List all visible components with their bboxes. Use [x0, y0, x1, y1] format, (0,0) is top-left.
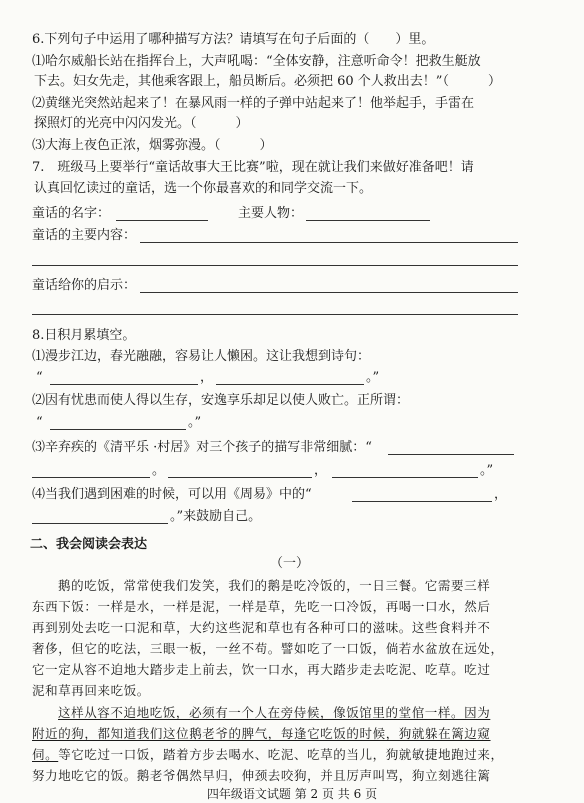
- q8-item4-end: 。”来鼓励自己。: [170, 509, 262, 524]
- q8-item3-blank-3[interactable]: [168, 477, 312, 478]
- passage-p1-line1: 鹅的吃饭，常常使我们发笑，我们的鹅是吃冷饭的，一日三餐。它需要三样: [58, 578, 491, 593]
- passage-p1-line5: 它一定从容不迫地大踏步走上前去，饮一口水，再大踏步走去吃泥、吃草。吃过: [32, 662, 491, 677]
- q6-sentence2-line2: 探照灯的光亮中闪闪发光。（ ）: [34, 116, 249, 131]
- q8-item2-open-quote: “: [36, 415, 43, 430]
- q8-item3-blank-2[interactable]: [32, 477, 150, 478]
- q6-sentence2-line1: ⑵黄继光突然站起来了！在暴风雨一样的子弹中站起来了！他举起手，手雷在: [32, 96, 475, 111]
- section-title: 二、我会阅读会表达: [30, 537, 148, 552]
- q7-character-blank[interactable]: [306, 220, 430, 221]
- q7-character-label: 主要人物：: [238, 206, 304, 221]
- passage-p2-line3-rest: 等它吃过一口饭，踏着方步去喝水、吃泥、吃草的当儿，狗就敏捷地跑过来，: [58, 747, 504, 762]
- q6-sentence3: ⑶大海上夜色正浓，烟雾弥漫。（ ）: [32, 138, 273, 153]
- q7-name-label: 童话的名字：: [32, 206, 111, 221]
- q8-item4-comma: ，: [494, 487, 508, 502]
- q7-title-line2: 认真回忆读过的童话，选一个你最喜欢的和同学交流一下。: [34, 181, 373, 196]
- q8-item1-open-quote: “: [36, 370, 43, 385]
- q8-item4-blank-2[interactable]: [32, 523, 168, 524]
- q8-item3-comma: ，: [314, 463, 328, 478]
- passage-p2-line1: 这样从容不迫地吃饭，必须有一个人在旁侍候，像饭馆里的堂倌一样。因为: [58, 705, 491, 720]
- q8-item1-close: 。”: [366, 370, 380, 385]
- passage-p1-line3: 再到别处去吃一口泥和草，大约这些泥和草也有各种可口的滋味。这些食料并不: [32, 620, 491, 635]
- q7-content-label: 童话的主要内容：: [32, 228, 137, 243]
- passage-p2-line3-underlined: 伺。: [32, 747, 59, 762]
- q7-insight-blank-1[interactable]: [140, 292, 518, 293]
- q8-title: 8.日积月累填空。: [32, 328, 136, 343]
- q8-item4-prompt: ⑷当我们遇到困难的时候，可以用《周易》中的“: [32, 487, 312, 502]
- passage-p2-line4: 努力地吃它的饭。鹅老爷偶然早归，伸颈去咬狗，并且厉声叫骂，狗立刻逃往篱: [32, 768, 491, 783]
- q7-insight-label: 童话给你的启示：: [32, 278, 137, 293]
- q7-title-line1: 7. 班级马上要举行“童话故事大王比赛”啦，现在就让我们来做好准备吧！请: [32, 160, 474, 175]
- passage-p2-line3: [32, 747, 504, 763]
- q8-item1-blank-2[interactable]: [216, 384, 364, 385]
- q8-item3-period: 。: [152, 463, 166, 478]
- q8-item1-blank-1[interactable]: [50, 384, 198, 385]
- q8-item4-blank-1[interactable]: [352, 501, 492, 502]
- q7-content-blank-2[interactable]: [32, 265, 518, 266]
- q7-content-blank-1[interactable]: [140, 242, 518, 243]
- q8-item3-close: 。”: [480, 463, 494, 478]
- q8-item3-prompt: ⑶辛弃疾的《清平乐 ·村居》对三个孩子的描写非常细腻：“: [32, 440, 372, 455]
- q6-title: 6.下列句子中运用了哪种描写方法？请填写在句子后面的（ ）里。: [32, 32, 435, 47]
- q6-sentence1-line2: 下去。妇女先走，其他乘客跟上，船员断后。必须把 60 个人救出去！”（ ）: [34, 74, 501, 89]
- q6-sentence1-line1: ⑴哈尔威船长站在指挥台上，大声吼喝：“全体安静，注意听命令！把救生艇放: [32, 54, 481, 69]
- passage-p1-line6: 泥和草再回来吃饭。: [32, 683, 150, 698]
- q8-item2-prompt: ⑵因有忧患而使人得以生存，安逸享乐却足以使人败亡。正所谓：: [32, 393, 410, 408]
- q8-item1-prompt: ⑴漫步江边，春光融融，容易让人懒困。这让我想到诗句：: [32, 349, 371, 364]
- q8-item3-blank-4[interactable]: [332, 477, 478, 478]
- passage-p1-line2: 东西下饭：一样是水，一样是泥，一样是草，先吃一口冷饭，再喝一口水，然后: [32, 599, 491, 614]
- q7-name-blank[interactable]: [116, 220, 208, 221]
- q8-item2-blank[interactable]: [50, 429, 186, 430]
- q8-item1-comma: ，: [200, 370, 214, 385]
- page-footer: 四年级语文试题 第 2 页 共 6 页: [206, 787, 378, 801]
- passage-p2-line2: 附近的狗，都知道我们这位鹅老爷的脾气，每逢它吃饭的时候，狗就躲在篱边窥: [32, 726, 491, 741]
- q8-item3-blank-1[interactable]: [388, 454, 514, 455]
- q7-insight-blank-2[interactable]: [32, 314, 518, 315]
- q8-item2-close: 。”: [188, 415, 202, 430]
- reading-part-label: （一）: [270, 556, 310, 571]
- passage-p1-line4: 奢侈，但它的吃法，三眼一板，一丝不苟。譬如吃了一口饭，倘若水盆放在远处，: [32, 641, 504, 656]
